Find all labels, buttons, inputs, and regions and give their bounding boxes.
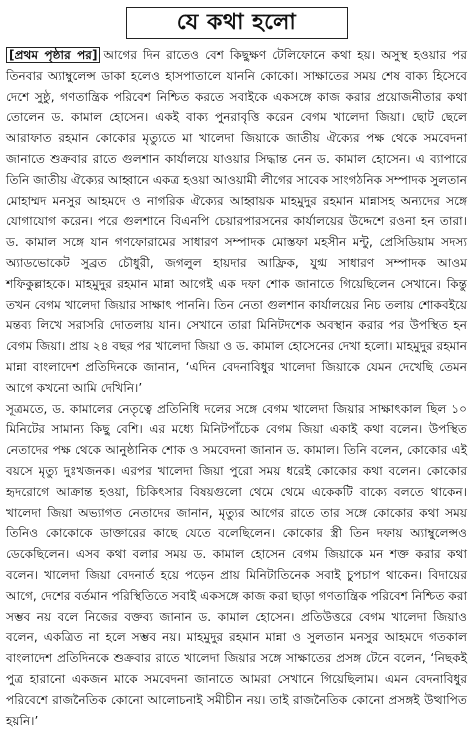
continued-from-front-page-label: [প্রথম পৃষ্ঠার পর]: [6, 47, 100, 63]
article-body: [6, 45, 467, 731]
article-clipping: [0, 7, 471, 728]
paragraph-2-text: সূত্রমতে, ড. কামালের নেতৃত্বে প্রতিনিধি দলের সঙ্গে বেগম খালেদা জিয়ার সাক্ষাৎকাল ছিল ১০ মিনিটের সামান্য কিছু বেশি। এর মধ্যে মিনিটপাঁচেক বেগম জিয়া একাই কথা বলেন। উপস্থিত নেতাদের পক্ষ থেকে আনুষ্ঠানিক শোক ও সমবেদনা জানান ড. কামাল। তিনি বলেন, কোকোর এই বয়সে মৃত্যু দুঃখজনক। এরপর খালেদা জিয়া পুরো সময় ধরেই কোকোর কথা বলেন। কোকোর হৃদরোগে আক্রান্ত হওয়া, চিকিৎসার বিষয়গুলো থেমে থেমে একেকটি বাক্যে বলতে থাকেন। খালেদা জিয়া অভ্যাগত নেতাদের জানান, মৃত্যুর আগের রাতে তার সঙ্গে কোকোর কথা সময় তিনিও কোকোকে ডাক্তারের কাছে যেতে বলেছিলেন। কোকোর স্ত্রী তিন দফায় অ্যাম্বুলেন্সও ডেকেছিলেন। এসব কথা বলার সময় ড. কামাল হোসেন বেগম জিয়াকে মন শক্ত করার কথা বলেন। খালেদা জিয়া বেদনার্ত হয়ে পড়েন প্রায় মিনিটাতিনেক সবাই চুপচাপ থাকেন। বিদায়ের আগে, দেশের বর্তমান পরিস্থিতিতে সবাই একসঙ্গে কাজ করা ছাড়া গণতান্ত্রিক পরিবেশ নিশ্চিত করা সম্ভব নয় বলে নিজের বক্তব্য জানান ড. কামাল হোসেন। প্রতিউত্তরে বেগম খালেদা জিয়াও বলেন, একত্রিত না হলে সম্ভব নয়। মাহমুদুর রহমান মান্না ও সুলতান মনসুর আহমদে গতকাল বাংলাদেশ প্রতিদিনকে শুক্রবার রাতে খালেদা জিয়ার সঙ্গে সাক্ষাতের প্রসঙ্গ টেনে বলেন, ‘নিছকই পুত্র হারানো একজন মাকে সমবেদনা জানাতে আমরা সেখানে গিয়েছিলাম। এমন বেদনাবিধুর পরিবেশে রাজনৈতিক কোনো আলোচনাই সমীচীন নয়। তাই রাজনৈতিক কোনো প্রসঙ্গই উত্থাপিত হয়নি।’: [6, 401, 468, 728]
article-paragraph-2: [6, 399, 467, 731]
headline: যে কথা হলো: [126, 7, 348, 39]
article-paragraph-1: [6, 45, 467, 399]
paragraph-1-text: আগের দিন রাতেও বেশ কিছুক্ষণ টেলিফোনে কথা হয়। অসুস্থ হওয়ার পর তিনবার অ্যাম্বুলেন্স ডাকা হলেও হাসপাতালে যাননি কোকো। সাক্ষাতের সময় শেষ বাক্য হিসেবে দেশে সুষ্ঠু, গণতান্ত্রিক পরিবেশ নিশ্চিত করতে সবাইকে একসঙ্গে কাজ করার প্রয়োজনীতার কথা তোলেন ড. কামাল হোসেন। একই বাক্য পুনরাবৃত্তি করেন বেগম খালেদা জিয়া। ছোট ছেলে আরাফাত রহমান কোকোর মৃত্যুতে মা খালেদা জিয়াকে জাতীয় ঐক্যের পক্ষ থেকে সমবেদনা জানাতে শুক্রবার রাতে গুলশান কার্যালয়ে যাওয়ার সিদ্ধান্ত নেন ড. কামাল হোসেন। এ ব্যাপারে তিনি জাতীয় ঐক্যের আহ্বানে একত্র হওয়া আওয়ামী লীগের সাবেক সাংগঠনিক সম্পাদক সুলতান মোহাম্মদ মনসুর আহমদে ও নাগরিক ঐক্যের আহ্বায়ক মাহমুদুর রহমান মান্নাসহ অন্যদের সঙ্গে যোগাযোগ করেন। পরে গুলশানে বিএনপি চেয়ারপারসনের কার্যালয়ের উদ্দেশে রওনা হন তারা। ড. কামাল সঙ্গে যান গণফোরামের সাধারণ সম্পাদক মোস্তফা মহসীন মন্টু, প্রেসিডিয়াম সদস্য অ্যাডভোকেট সুব্রত চৌধুরী, জগলুল হায়দার আফ্রিক, যুগ্ম সাধারণ সম্পাদক আওম শফিকুল্লাহকে। মাহমুদুর রহমান মান্না আগেই এক দফা শোক জানাতে গিয়েছিলেন সেখানে। কিন্তু তখন বেগম খালেদা জিয়ার সাক্ষাৎ পাননি। তিন নেতা গুলশান কার্যালয়ের নিচ তলায় শোকবইয়ে মন্তব্য লিখে সরাসরি দোতলায় যান। সেখানে তারা মিনিটদশেক অবস্থান করার পর উপস্থিত হন বেগম জিয়া। প্রায় ২৪ বছর পর খালেদা জিয়া ও ড. কামাল হোসেনের দেখা হলো। মাহমুদুর রহমান মান্না বাংলাদেশ প্রতিদিনকে জানান, ‘এদিন বেদনাবিধুর খালেদা জিয়াকে যেমন দেখেছি তেমন আগে কখনো আমি দেখিনি।’: [6, 48, 467, 395]
